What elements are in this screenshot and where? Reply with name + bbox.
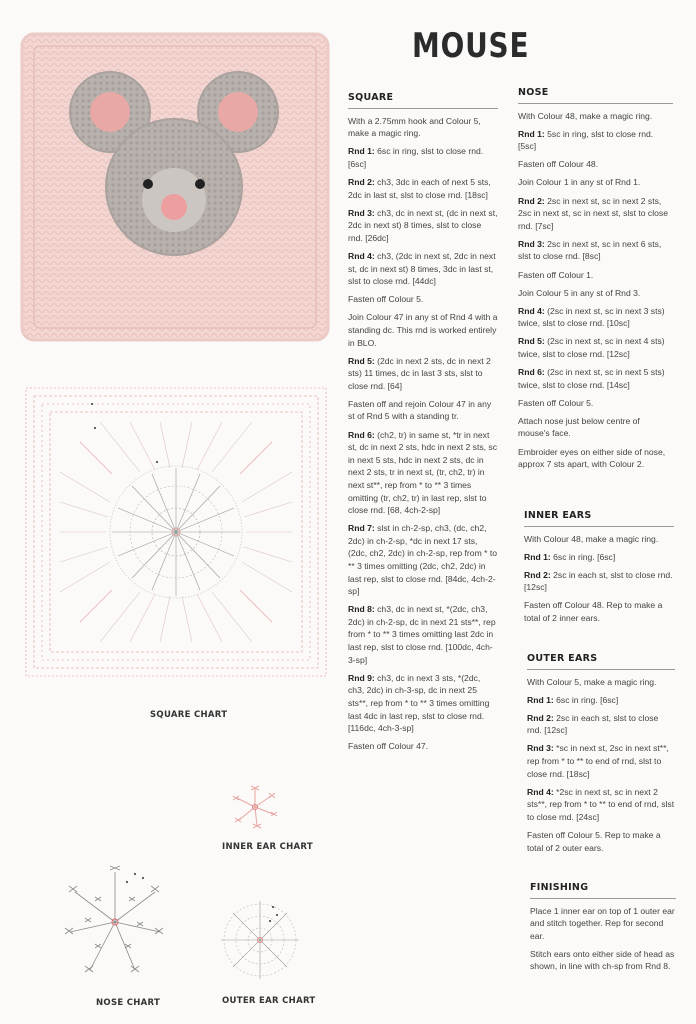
instruction-step <box>518 397 673 410</box>
step-text: With a 2.75mm hook and Colour 5, make a magic ring. <box>348 115 481 139</box>
nose-chart-label: NOSE CHART <box>96 998 161 1008</box>
round-label: Rnd 1: <box>348 146 378 157</box>
instruction-step <box>524 569 674 594</box>
step-text: Place 1 inner ear on top of 1 outer ear and stitch together. Rep for second ear. <box>530 905 675 941</box>
inner-ears-heading: INNER EARS <box>524 510 674 527</box>
instruction-step <box>518 269 673 282</box>
step-text: 6sc in ring, slst to close rnd. [6sc] <box>348 146 484 169</box>
instruction-step <box>518 446 673 471</box>
square-instructions <box>348 92 498 758</box>
round-label: Rnd 1: <box>518 128 548 139</box>
step-text: 6sc in ring. [6sc] <box>553 551 616 562</box>
round-label: Rnd 3: <box>518 238 548 249</box>
square-chart-label: SQUARE CHART <box>150 710 228 720</box>
nose-heading: NOSE <box>518 87 673 104</box>
step-text: ch3, dc in next 3 sts, *(2dc, ch3, 2dc) in ch-3-sp, dc in next 25 sts**, rep from * to ** 3 times omitting last 4dc in last rep, slst to close rnd. [116dc, 4ch-3-sp] <box>348 672 490 734</box>
outer-ear-chart-label: OUTER EAR CHART <box>222 996 316 1006</box>
instruction-step <box>527 786 675 824</box>
instruction-step <box>348 250 498 288</box>
instruction-step <box>348 398 498 423</box>
instruction-step <box>348 145 498 170</box>
step-text: (2sc in next st, sc in next 4 sts) twice, slst to close rnd. [12sc] <box>518 336 665 359</box>
round-label: Rnd 5: <box>348 355 378 366</box>
inner-ears-instructions <box>524 510 674 630</box>
inner-ear-chart <box>225 782 285 832</box>
round-label: Rnd 3: <box>348 207 378 218</box>
instruction-step <box>527 742 675 780</box>
finishing-heading: FINISHING <box>530 882 676 899</box>
square-chart <box>20 382 332 682</box>
step-text: Fasten off Colour 1. <box>518 269 594 280</box>
step-text: Fasten off Colour 5. Rep to make a total of 2 outer ears. <box>527 830 661 853</box>
step-text: 2sc in next st, sc in next 6 sts, slst to close rnd. [8sc] <box>518 238 662 262</box>
round-label: Rnd 6: <box>348 429 378 440</box>
step-text: Join Colour 47 in any st of Rnd 4 with a standing dc. This rnd is worked entirely in BLO. <box>348 312 498 348</box>
instruction-step <box>530 948 676 973</box>
instruction-step <box>524 551 674 564</box>
round-label: Rnd 2: <box>348 176 378 187</box>
outer-ears-instructions <box>527 653 675 860</box>
step-text: *2sc in next st, sc in next 2 sts**, rep from * to ** to end of rnd, slst to close rnd. [24sc] <box>527 786 675 822</box>
nose-chart <box>55 852 175 992</box>
nose-instructions <box>518 87 673 476</box>
instruction-step <box>518 287 673 300</box>
instruction-step <box>518 238 673 263</box>
instruction-step <box>348 176 498 201</box>
step-text: Fasten off Colour 48. Rep to make a total of 2 inner ears. <box>524 600 663 624</box>
step-text: Join Colour 5 in any st of Rnd 3. <box>518 287 641 298</box>
round-label: Rnd 6: <box>518 367 548 378</box>
step-text: *sc in next st, 2sc in next st**, rep from * to ** to end of rnd, slst to close rnd. [18sc] <box>527 743 669 779</box>
step-text: Fasten off Colour 5. <box>518 397 594 408</box>
instruction-step <box>518 195 673 233</box>
round-label: Rnd 8: <box>348 604 378 615</box>
step-text: 6sc in ring. [6sc] <box>556 694 619 705</box>
step-text: Fasten off Colour 5. <box>348 294 424 305</box>
round-label: Rnd 4: <box>527 786 557 797</box>
instruction-step <box>518 415 673 440</box>
step-text: 2sc in each st, slst to close rnd. [12sc] <box>524 569 673 593</box>
step-text: Join Colour 1 in any st of Rnd 1. <box>518 177 641 188</box>
step-text: (2sc in next st, sc in next 3 sts) twice, slst to close rnd. [10sc] <box>518 305 665 329</box>
instruction-step <box>348 522 498 598</box>
round-label: Rnd 4: <box>518 305 548 316</box>
instruction-step <box>348 672 498 735</box>
round-label: Rnd 4: <box>348 250 378 261</box>
instruction-step <box>524 599 674 624</box>
mouse-square-photo <box>20 32 330 342</box>
step-text: (2dc in next 2 sts, dc in next 2 sts) 11 times, dc in last 3 sts, slst to close rnd. [64] <box>348 355 491 391</box>
instruction-step <box>527 694 675 707</box>
instruction-step <box>348 740 498 753</box>
round-label: Rnd 2: <box>527 712 557 723</box>
instruction-step <box>348 293 498 306</box>
instruction-step <box>524 533 674 546</box>
step-text: Fasten off Colour 47. <box>348 741 429 752</box>
instruction-step <box>527 829 675 854</box>
step-text: 2sc in next st, sc in next 2 sts, 2sc in next st, sc in next st, slst to close rnd. [7sc] <box>518 195 668 231</box>
round-label: Rnd 9: <box>348 672 378 683</box>
step-text: (2sc in next st, sc in next 5 sts) twice, slst to close rnd. [14sc] <box>518 367 665 390</box>
instruction-step <box>518 366 673 391</box>
finishing-steps <box>530 905 676 973</box>
round-label: Rnd 1: <box>524 551 554 562</box>
instruction-step <box>527 676 675 689</box>
instruction-step <box>348 311 498 349</box>
round-label: Rnd 2: <box>524 569 554 580</box>
step-text: With Colour 5, make a magic ring. <box>527 676 657 687</box>
step-text: ch3, dc in next st, (dc in next st, 2dc in next st) 8 times, slst to close rnd. [26dc] <box>348 207 498 243</box>
instruction-step <box>518 335 673 360</box>
step-text: (ch2, tr) in same st, *tr in next st, dc in next 2 sts, hdc in next 2 sts, sc in next 5 sts, hdc in next 2 sts, dc in next 2 sts, tr in next st, (tr, ch2, tr) in next st**, rep from * to ** 3 times omitting (tr, ch2, tr) in last rep, slst to close rnd. [68, 4ch-2-sp] <box>348 429 498 516</box>
step-text: Fasten off and rejoin Colour 47 in any st of Rnd 5 with a standing tr. <box>348 398 492 422</box>
step-text: Embroider eyes on either side of nose, approx 7 sts apart, with Colour 2. <box>518 446 666 470</box>
instruction-step <box>348 207 498 245</box>
step-text: 2sc in each st, slst to close rnd. [12sc] <box>527 712 659 736</box>
instruction-step <box>518 128 673 153</box>
step-text: ch3, 3dc in each of next 5 sts, 2dc in last st, slst to close rnd. [18sc] <box>348 176 491 200</box>
instruction-step <box>348 355 498 393</box>
round-label: Rnd 3: <box>527 743 557 754</box>
step-text: Fasten off Colour 48. <box>518 159 599 170</box>
instruction-step <box>530 905 676 943</box>
round-label: Rnd 1: <box>527 694 557 705</box>
inner-ears-steps <box>524 533 674 625</box>
instruction-step <box>527 712 675 737</box>
step-text: slst in ch-2-sp, ch3, (dc, ch2, 2dc) in ch-2-sp, *dc in next 17 sts, (2dc, ch2, 2dc) in ch-2-sp, rep from * to ** 3 times omitting (2dc, ch2, 2dc) in last rep, slst to close rnd. [84dc, 4ch-2-sp] <box>348 523 498 597</box>
step-text: With Colour 48, make a magic ring. <box>524 533 659 544</box>
instruction-step <box>518 110 673 123</box>
instruction-step <box>348 603 498 666</box>
outer-ear-chart <box>215 895 305 985</box>
instruction-step <box>518 158 673 171</box>
round-label: Rnd 7: <box>348 523 378 534</box>
round-label: Rnd 5: <box>518 336 548 347</box>
finishing-instructions <box>530 882 676 979</box>
step-text: 5sc in ring, slst to close rnd. [5sc] <box>518 128 654 152</box>
step-text: Attach nose just below centre of mouse's face. <box>518 415 640 439</box>
outer-ears-steps <box>527 676 675 855</box>
square-steps <box>348 115 498 753</box>
page-title: MOUSE <box>412 26 530 66</box>
instruction-step <box>518 176 673 189</box>
inner-ear-chart-label: INNER EAR CHART <box>222 842 313 852</box>
nose-steps <box>518 110 673 471</box>
instruction-step <box>518 305 673 330</box>
step-text: With Colour 48, make a magic ring. <box>518 110 653 121</box>
instruction-step <box>348 429 498 517</box>
round-label: Rnd 2: <box>518 195 548 206</box>
step-text: Stitch ears onto either side of head as shown, in line with ch-sp from Rnd 8. <box>530 948 675 972</box>
instruction-step <box>348 115 498 140</box>
step-text: ch3, (2dc in next st, 2dc in next st, dc in next st) 8 times, 3dc in last st, slst to close rnd. [44dc] <box>348 250 496 287</box>
outer-ears-heading: OUTER EARS <box>527 653 675 670</box>
square-heading: SQUARE <box>348 92 498 109</box>
step-text: ch3, dc in next st, *(2dc, ch3, 2dc) in ch-2-sp, dc in next 21 sts**, rep from * to ** 3 times omitting last 2dc in last rep, slst to close rnd. [100dc, 4ch-3-sp] <box>348 604 496 665</box>
